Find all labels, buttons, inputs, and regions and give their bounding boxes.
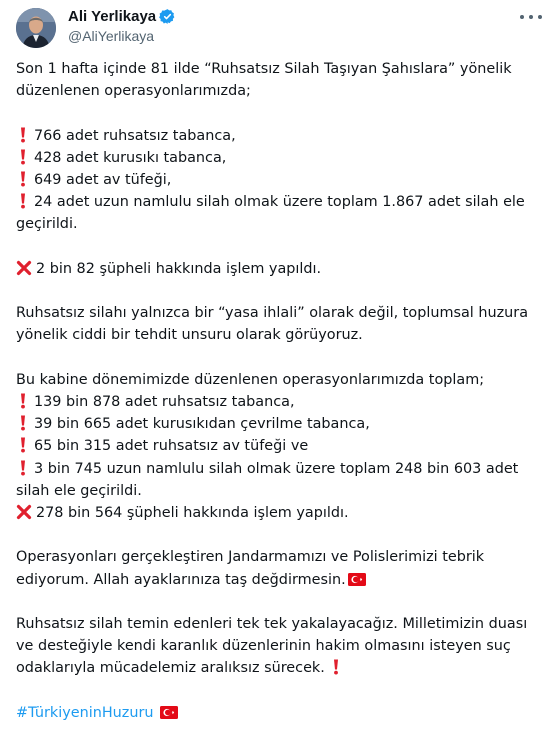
red-exclamation-mark-icon bbox=[16, 149, 30, 165]
paragraph-threat bbox=[16, 302, 536, 346]
text-line bbox=[16, 657, 536, 679]
text-line: yönelik ciddi bir tehdit unsuru olarak görüyoruz. bbox=[16, 327, 363, 344]
list-item-text: 139 bin 878 adet ruhsatsız tabanca, bbox=[34, 393, 295, 410]
more-options-icon[interactable] bbox=[520, 8, 542, 26]
red-exclamation-mark-icon bbox=[16, 437, 30, 453]
turkey-flag-icon bbox=[348, 571, 366, 584]
list-item-text: 766 adet ruhsatsız tabanca, bbox=[34, 127, 236, 144]
hashtag-link[interactable]: #TürkiyeninHuzuru bbox=[16, 704, 154, 721]
list-item bbox=[16, 413, 536, 435]
list-item bbox=[16, 435, 536, 457]
cabinet-list bbox=[16, 369, 536, 524]
list-item-text: 428 adet kurusıkı tabanca, bbox=[34, 149, 227, 166]
weekly-list bbox=[16, 125, 536, 236]
list-item bbox=[16, 502, 536, 524]
list-item bbox=[16, 391, 536, 413]
list-item-text: 2 bin 82 şüpheli hakkında işlem yapıldı. bbox=[36, 260, 322, 277]
red-exclamation-mark-icon bbox=[16, 415, 30, 431]
turkey-flag-icon bbox=[160, 704, 178, 717]
red-exclamation-mark-icon bbox=[16, 460, 30, 476]
name-row bbox=[68, 6, 176, 26]
red-exclamation-mark-icon bbox=[16, 127, 30, 143]
text-line: Ruhsatsız silah temin edenleri tek tek yakalayacağız. Milletimizin duası bbox=[16, 615, 528, 632]
cross-mark-icon bbox=[16, 260, 32, 276]
text-line: Ruhsatsız silahı yalnızca bir “yasa ihlali” olarak değil, toplumsal huzura bbox=[16, 305, 529, 322]
list-item-text: 24 adet uzun namlulu silah olmak üzere toplam 1.867 adet silah ele bbox=[34, 194, 525, 211]
text-line: silah ele geçirildi. bbox=[16, 482, 142, 499]
paragraph-congrats bbox=[16, 546, 536, 590]
list-item bbox=[16, 191, 536, 213]
text-line: ve desteğiyle kendi karanlık düzenlerinin hakim olmasını isteyen suç bbox=[16, 638, 511, 655]
display-name[interactable]: Ali Yerlikaya bbox=[68, 7, 157, 25]
cross-mark-icon bbox=[16, 504, 32, 520]
red-exclamation-mark-icon bbox=[16, 393, 30, 409]
list-item bbox=[16, 169, 536, 191]
verified-badge-icon bbox=[159, 8, 176, 25]
tweet-header bbox=[16, 6, 542, 48]
weekly-suspects bbox=[16, 258, 536, 280]
red-exclamation-mark-icon bbox=[329, 659, 343, 675]
hashtag-row bbox=[16, 702, 536, 724]
red-exclamation-mark-icon bbox=[16, 171, 30, 187]
list-item-text: 39 bin 665 adet kurusıkıdan çevrilme tabanca, bbox=[34, 416, 370, 433]
list-item bbox=[16, 458, 536, 480]
list-item-text: 3 bin 745 uzun namlulu silah olmak üzere toplam 248 bin 603 adet bbox=[34, 460, 519, 477]
list-item bbox=[16, 125, 536, 147]
text-line: Son 1 hafta içinde 81 ilde “Ruhsatsız Silah Taşıyan Şahıslara” yönelik bbox=[16, 61, 512, 77]
author-block bbox=[68, 6, 176, 44]
text-line: geçirildi. bbox=[16, 216, 78, 233]
text-line bbox=[16, 569, 536, 591]
text-line: Bu kabine dönemimizde düzenlenen operasyonlarımızda toplam; bbox=[16, 371, 485, 388]
text-line: düzenlenen operasyonlarımızda; bbox=[16, 83, 251, 100]
text-line-content: odaklarıyla mücadelemiz aralıksız sürecek. bbox=[16, 660, 325, 677]
text-line-content: ediyorum. Allah ayaklarınıza taş değdirmesin. bbox=[16, 571, 346, 588]
paragraph-resolve bbox=[16, 613, 536, 680]
list-item bbox=[16, 147, 536, 169]
paragraph-intro bbox=[16, 58, 536, 102]
handle[interactable]: @AliYerlikaya bbox=[68, 28, 155, 44]
list-item-text: 649 adet av tüfeği, bbox=[34, 172, 172, 188]
hashtag-line bbox=[16, 702, 536, 724]
list-item-text: 278 bin 564 şüpheli hakkında işlem yapıldı. bbox=[36, 505, 349, 521]
text-line: Operasyonları gerçekleştiren Jandarmamızı ve Polislerimizi tebrik bbox=[16, 549, 485, 566]
avatar[interactable] bbox=[16, 8, 56, 48]
tweet-text bbox=[16, 58, 536, 724]
red-exclamation-mark-icon bbox=[16, 193, 30, 209]
list-item-text: 65 bin 315 adet ruhsatsız av tüfeği ve bbox=[34, 438, 309, 455]
list-item bbox=[16, 258, 536, 280]
